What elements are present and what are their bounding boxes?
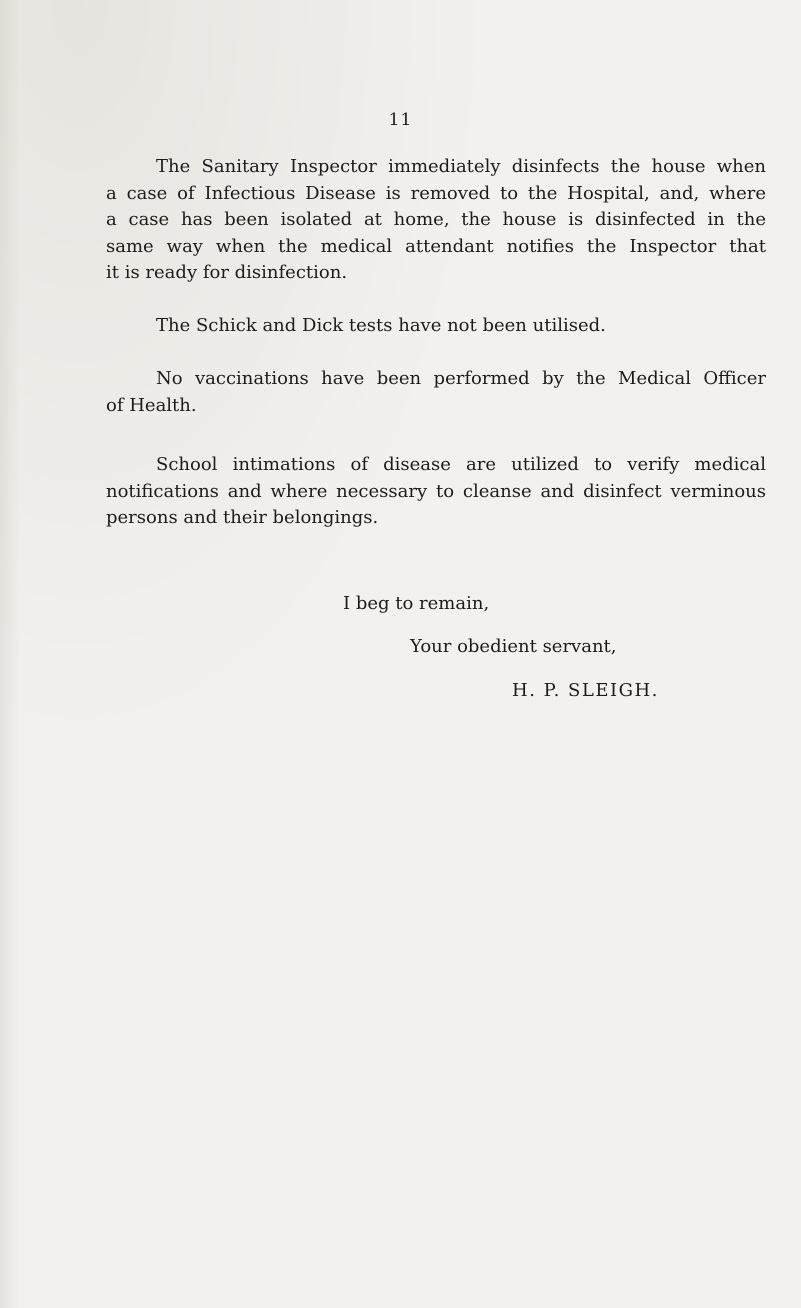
- paragraph-line: same way when the medical attendant notifies the Inspector that: [106, 235, 766, 257]
- paragraph-line: a case has been isolated at home, the house is disinfected in the: [106, 209, 766, 230]
- paragraph-line: of Health.: [106, 394, 197, 416]
- page-number: 11: [388, 110, 413, 130]
- paragraph-line: The Sanitary Inspector immediately disinfects the house when: [156, 156, 766, 177]
- paragraph-school-intimations: [106, 452, 766, 532]
- paragraph-line: it is ready for disinfection.: [106, 262, 348, 283]
- paragraph-line: a case of Infectious Disease is removed to the Hospital, and, where: [106, 182, 766, 204]
- signature: H. P. SLEIGH.: [512, 680, 659, 701]
- paragraph-line: persons and their belongings.: [106, 507, 379, 528]
- paragraph-schick-dick-tests: [106, 313, 766, 340]
- paragraph-disinfection: [106, 154, 766, 287]
- paragraph-line: The Schick and Dick tests have not been utilised.: [156, 315, 606, 336]
- paragraph-line: School intimations of disease are utilized to verify medical: [156, 454, 766, 475]
- paragraph-line: No vaccinations have been performed by the Medical Officer: [156, 368, 766, 389]
- closing-line: I beg to remain,: [343, 593, 490, 614]
- closing-salutation: Your obedient servant,: [410, 636, 617, 657]
- paragraph-line: notifications and where necessary to cleanse and disinfect verminous: [106, 480, 766, 502]
- paragraph-vaccinations: [106, 366, 766, 419]
